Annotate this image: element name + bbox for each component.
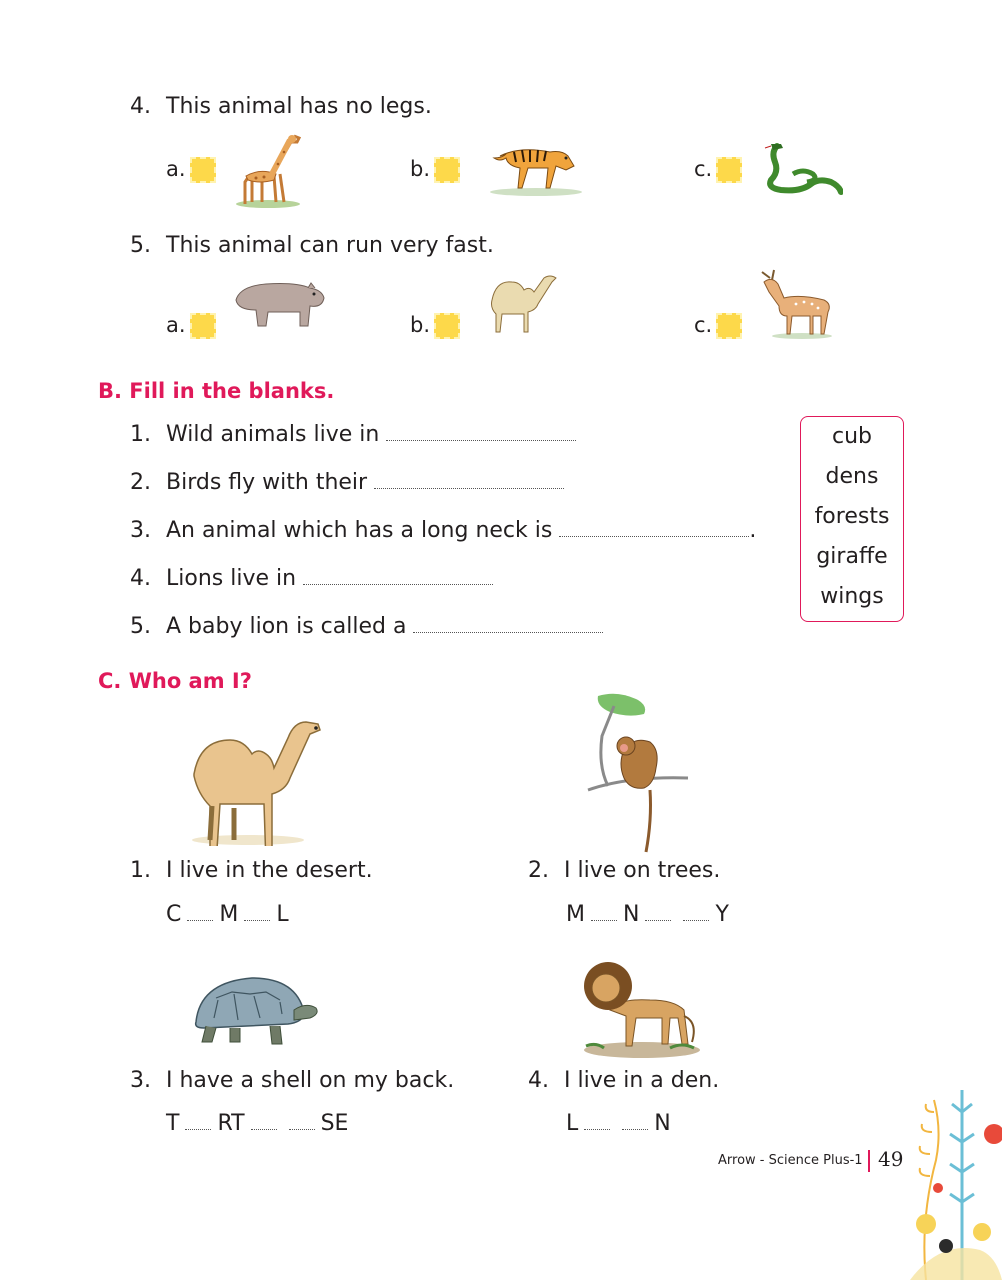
letter: Y	[715, 902, 729, 927]
fill-blank-2	[130, 469, 564, 497]
tiger-icon	[486, 140, 586, 196]
deer-icon	[756, 268, 836, 340]
floral-decoration-icon	[906, 1082, 1002, 1280]
item-number: 4.	[528, 1068, 549, 1093]
letter-blank[interactable]	[591, 902, 617, 921]
item-text: Birds fly with their	[166, 470, 368, 495]
word-box	[800, 416, 904, 622]
option-letter: c.	[694, 313, 713, 337]
option-letter: a.	[166, 157, 186, 181]
item-end: .	[749, 518, 757, 543]
letter-puzzle-4	[566, 1110, 671, 1138]
who-am-i-3	[130, 1067, 454, 1095]
letter-blank[interactable]	[185, 1111, 211, 1130]
q5-option-c[interactable]	[694, 313, 742, 339]
letter-blank[interactable]	[187, 902, 213, 921]
letter: M	[219, 902, 239, 927]
question-number: 5.	[130, 233, 151, 258]
item-number: 3.	[130, 518, 151, 543]
word-box-item: giraffe	[816, 544, 888, 569]
clue-text: I live in the desert.	[166, 858, 373, 883]
question-text: This animal has no legs.	[166, 94, 432, 119]
page-number: 49	[878, 1147, 904, 1171]
clue-text: I live in a den.	[564, 1068, 720, 1093]
item-number: 2.	[130, 470, 151, 495]
q5-option-b[interactable]	[410, 313, 460, 339]
letter-blank[interactable]	[289, 1111, 315, 1130]
monkey-icon	[584, 690, 696, 854]
answer-box[interactable]	[434, 157, 460, 183]
lion-icon	[580, 950, 704, 1060]
question-number: 4.	[130, 94, 151, 119]
option-letter: a.	[166, 313, 186, 337]
q5-option-a[interactable]	[166, 313, 216, 339]
answer-box[interactable]	[716, 157, 742, 183]
question-5	[130, 232, 494, 260]
letter: RT	[217, 1111, 245, 1136]
letter: L	[276, 902, 289, 927]
letter: T	[166, 1111, 180, 1136]
letter-blank[interactable]	[584, 1111, 610, 1130]
hippopotamus-icon	[228, 278, 328, 330]
letter-blank[interactable]	[683, 902, 709, 921]
answer-box[interactable]	[716, 313, 742, 339]
section-c-heading: C. Who am I?	[98, 669, 252, 693]
blank-line[interactable]	[374, 470, 564, 489]
letter: N	[622, 902, 640, 927]
q4-option-a[interactable]	[166, 157, 216, 183]
option-letter: b.	[410, 313, 431, 337]
letter: SE	[320, 1111, 349, 1136]
letter-blank[interactable]	[622, 1111, 648, 1130]
item-number: 5.	[130, 614, 151, 639]
item-text: Lions live in	[166, 566, 297, 591]
giraffe-icon	[232, 130, 304, 208]
blank-line[interactable]	[303, 566, 493, 585]
section-b-heading: B. Fill in the blanks.	[98, 379, 335, 403]
letter-puzzle-1	[166, 901, 289, 929]
option-letter: c.	[694, 157, 713, 181]
footer-book-title: Arrow - Science Plus-1	[718, 1153, 863, 1168]
item-text: An animal which has a long neck is	[166, 518, 553, 543]
q4-option-c[interactable]	[694, 157, 742, 183]
fill-blank-1	[130, 421, 576, 449]
item-text: A baby lion is called a	[166, 614, 407, 639]
letter: L	[566, 1111, 579, 1136]
word-box-item: wings	[820, 584, 884, 609]
blank-line[interactable]	[386, 422, 576, 441]
letter-blank[interactable]	[244, 902, 270, 921]
option-letter: b.	[410, 157, 431, 181]
item-number: 1.	[130, 422, 151, 447]
question-text: This animal can run very fast.	[166, 233, 494, 258]
clue-text: I live on trees.	[564, 858, 721, 883]
letter-puzzle-3	[166, 1110, 348, 1138]
who-am-i-2	[528, 857, 720, 885]
answer-box[interactable]	[434, 313, 460, 339]
item-number: 1.	[130, 858, 151, 883]
clue-text: I have a shell on my back.	[166, 1068, 455, 1093]
word-box-item: cub	[831, 424, 872, 449]
answer-box[interactable]	[190, 157, 216, 183]
who-am-i-4	[528, 1067, 719, 1095]
item-number: 2.	[528, 858, 549, 883]
question-4	[130, 93, 432, 121]
camel-icon	[484, 270, 560, 334]
word-box-item: dens	[825, 464, 879, 489]
letter: N	[654, 1111, 671, 1136]
item-number: 4.	[130, 566, 151, 591]
snake-icon	[763, 140, 843, 196]
item-text: Wild animals live in	[166, 422, 380, 447]
letter-puzzle-2	[566, 901, 729, 929]
item-number: 3.	[130, 1068, 151, 1093]
fill-blank-5	[130, 613, 603, 641]
q4-option-b[interactable]	[410, 157, 460, 183]
word-box-item: forests	[814, 504, 890, 529]
answer-box[interactable]	[190, 313, 216, 339]
fill-blank-4	[130, 565, 493, 593]
blank-line[interactable]	[413, 614, 603, 633]
blank-line[interactable]	[559, 518, 749, 537]
letter: M	[566, 902, 585, 927]
letter: C	[166, 902, 182, 927]
letter-blank[interactable]	[251, 1111, 277, 1130]
camel-icon	[182, 716, 332, 846]
tortoise-icon	[186, 972, 320, 1054]
footer-divider	[868, 1150, 870, 1172]
letter-blank[interactable]	[645, 902, 671, 921]
fill-blank-3	[130, 517, 756, 545]
who-am-i-1	[130, 857, 373, 885]
